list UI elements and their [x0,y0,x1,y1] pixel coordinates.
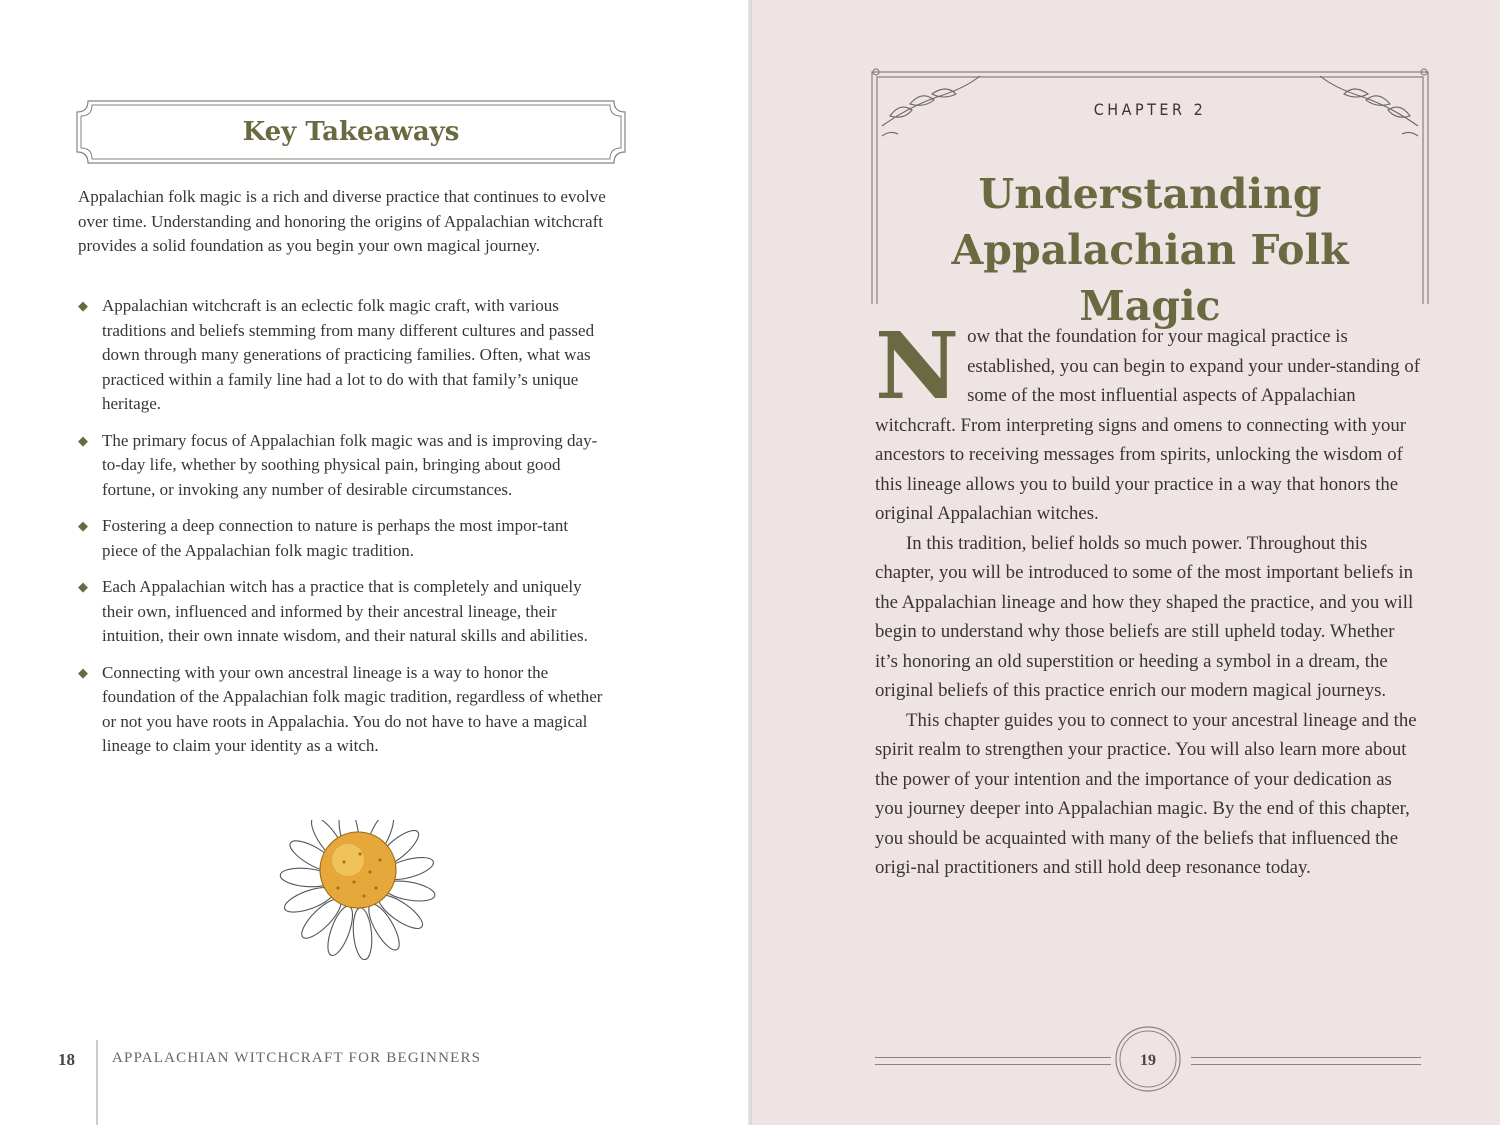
takeaways-list [78,294,608,771]
page-number: 18 [58,1050,75,1069]
left-footer [0,1040,750,1125]
right-page [750,0,1500,1125]
chapter-title-line1: Understanding [978,170,1322,218]
diamond-bullet-icon: ◆ [78,298,88,313]
list-item-text: Each Appalachian witch has a practice that is completely and uniquely their own, influenced and informed by their ancestral lineage, their intuition, their own innate wisdom, and their natural skills and abilities. [102,577,588,645]
list-item-text: Connecting with your own ancestral lineage is a way to honor the foundation of the Appalachian folk magic tradition, regardless of whether or not you have roots in Appalachia. You do not have to have a magical lineage to claim your identity as a witch. [102,662,603,755]
page-number: 19 [1140,1052,1156,1069]
list-item [78,514,608,563]
paragraph: In this tradition, belief holds so much power. Throughout this chapter, you will be introduced to some of the most important beliefs in the Appalachian lineage and how they shaped the practice, and you will begin to understand why those beliefs are still upheld today. Whether it’s honoring an old superstition or heeding a symbol in a dream, the original beliefs of this practice enrich our modern magical journeys. [875,532,1414,701]
paragraph [875,312,1420,529]
drop-cap: N [875,312,960,420]
list-item [78,429,608,503]
footer-divider [96,1040,98,1125]
running-head: APPALACHIAN WITCHCRAFT FOR BEGINNERS [112,1050,482,1066]
book-spine [748,0,752,1125]
key-takeaways-banner [76,100,626,164]
paragraph: This chapter guides you to connect to your ancestral lineage and the spirit realm to strengthen your practice. You will also learn more about the power of your intention and the importance of your dedication as you journey deeper into Appalachian magic. By the end of this chapter, you should be acquainted with many of the beliefs that influenced the origi-nal practitioners and still hold deep resonance today. [875,709,1417,878]
diamond-bullet-icon: ◆ [78,664,88,680]
key-takeaways-title: Key Takeaways [242,117,460,147]
list-item-text: Fostering a deep connection to nature is perhaps the most impor-tant piece of the Appalachian folk magic tradition. [102,516,569,560]
chapter-title [875,166,1425,334]
chamomile-flower-illustration [272,820,442,960]
diamond-bullet-icon: ◆ [78,518,88,533]
diamond-bullet-icon: ◆ [78,432,88,448]
footer-rule-left [875,1057,1111,1065]
chapter-body [875,312,1420,883]
right-footer [750,1020,1500,1100]
list-item [78,294,608,417]
paragraph-text: ow that the foundation for your magical practice is established, you can begin to expand your under-standing of some of the most influential aspects of Appalachian witchcraft. From interpreting signs and omens to connecting with your ancestors to receiving messages from spirits, unlocking the wisdom of this lineage allows you to build your practice in a way that honors the original Appalachian witches. [875,326,1420,524]
chapter-label: CHAPTER 2 [1093,100,1207,119]
intro-paragraph: Appalachian folk magic is a rich and diverse practice that continues to evolve over time. Understanding and honoring the origins of Appalachian witchcraft provides a solid foundation as you begin your own magical journey. [78,187,606,255]
diamond-bullet-icon: ◆ [78,579,88,594]
chapter-title-line2: Appalachian Folk Magic [951,226,1349,330]
list-item-text: The primary focus of Appalachian folk magic was and is improving day-to-day life, whether by soothing physical pain, bringing about good fortune, or invoking any number of desirable circumstances. [102,430,598,499]
list-item-text: Appalachian witchcraft is an eclectic folk magic craft, with various traditions and beliefs stemming from many different cultures and passed down through many generations of practicing families. Often, what was practiced within a family line had a lot to do with that family’s unique heritage. [102,296,595,413]
list-item [78,575,608,649]
footer-rule-right [1191,1057,1421,1065]
list-item [78,661,608,759]
